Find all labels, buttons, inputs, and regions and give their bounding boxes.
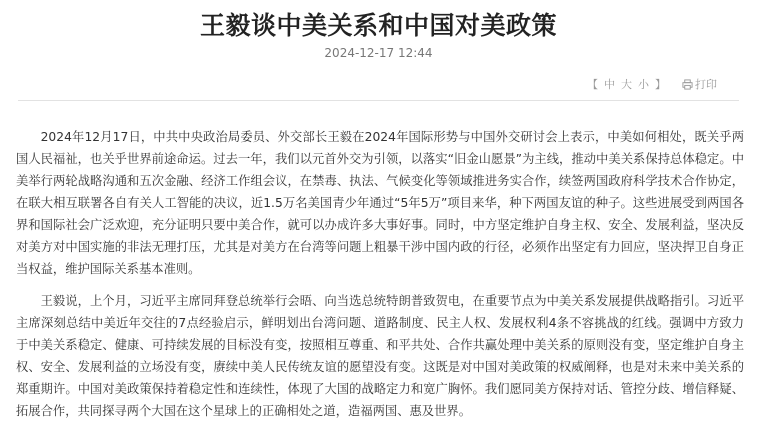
font-size-small-button[interactable]: 小: [638, 78, 649, 91]
print-button[interactable]: [682, 76, 717, 92]
article-title: 王毅谈中美关系和中国对美政策: [199, 11, 557, 40]
article-body: [16, 126, 744, 432]
article-datetime: 2024-12-17 12:44: [324, 46, 433, 60]
font-size-control: [587, 76, 666, 92]
bracket-open: 【: [587, 78, 598, 91]
printer-icon: [682, 79, 693, 90]
article-toolbar: [587, 76, 717, 92]
article-paragraph: 王毅说，上个月，习近平主席同拜登总统举行会晤、向当选总统特朗普致贺电，在重要节点为中美关系发展提供战略指引。习近平主席深刻总结中美近年交往的7点经验启示，鲜明划出台湾问题、道路制度、民主人权、发展权利4条不容挑战的红线。强调中方致力于中美关系稳定、健康、可持续发展的目标没有变，按照相互尊重、和平共处、合作共赢处理中美关系的原则没有变，坚定维护自身主权、安全、发展利益的立场没有变，赓续中美人民传统友谊的愿望没有变。这既是对中国对美政策的权威阐释，也是对未来中美关系的郑重期许。中国对美政策保持着稳定性和连续性，体现了大国的战略定力和宽广胸怀。我们愿同美方保持对话、管控分歧、增信释疑、拓展合作，共同探寻两个大国在这个星球上的正确相处之道，造福两国、惠及世界。: [16, 294, 744, 418]
article-paragraph: 2024年12月17日，中共中央政治局委员、外交部长王毅在2024年国际形势与中国外交研讨会上表示，中美如何相处，既关乎两国人民福祉，也关乎世界前途命运。过去一年，我们以元首外交为引领，以落实“旧金山愿景”为主线，推动中美关系保持总体稳定。中美举行两轮战略沟通和五次金融、经济工作组会议，在禁毒、执法、气候变化等领域推进务实合作，续签两国政府科学技术合作协定，在联大相互联署各自有关人工智能的决议，近1.5万名美国青少年通过“5年5万”项目来华，种下两国友谊的种子。这些进展受到两国各界和国际社会广泛欢迎，充分证明只要中美合作，就可以办成许多大事好事。同时，中方坚定维护自身主权、安全、发展利益，坚决反对美方对中国实施的非法无理打压，尤其是对美方在台湾等问题上粗暴干涉中国内政的行径，必须作出坚定有力回应，坚决捍卫自身正当权益，维护国际关系基本准则。: [16, 130, 744, 276]
print-label: 打印: [695, 78, 717, 91]
header-divider: [18, 100, 739, 101]
font-size-large-button[interactable]: 中: [604, 78, 615, 91]
bracket-close: 】: [655, 78, 666, 91]
font-size-medium-button[interactable]: 大: [621, 78, 632, 91]
